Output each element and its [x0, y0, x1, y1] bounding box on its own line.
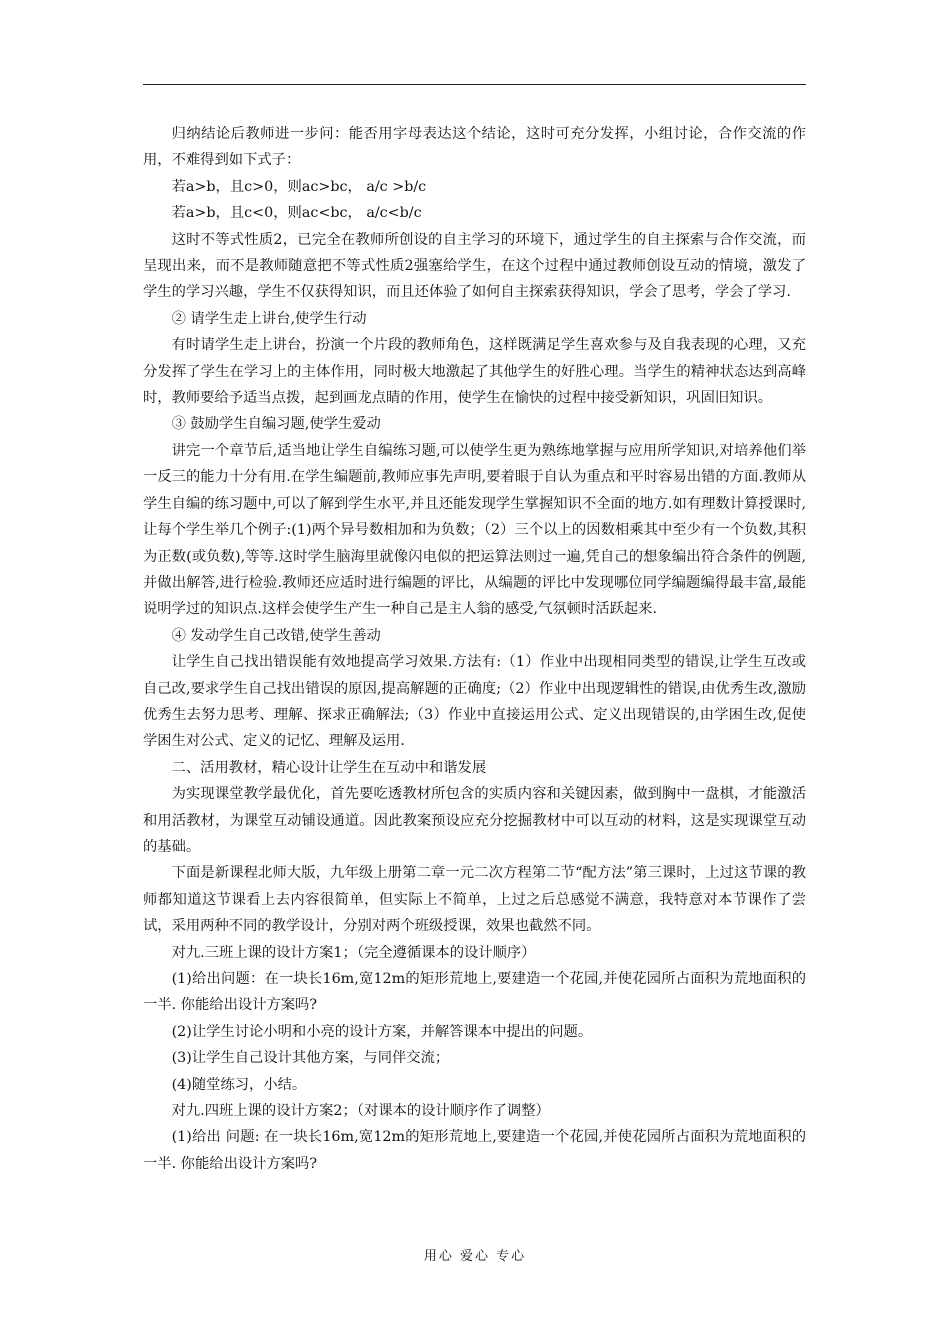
plan-step: (4)随堂练习，小结。	[171, 1076, 307, 1093]
paragraph: 让学生自己找出错误能有效地提高学习效果.方法有:（1）作业中出现相同类型的错误,让学生互改或自己改,要求学生自己找出错误的原因,提高解题的正确度;（2）作业中出现逻辑性的错误,由优秀生改,激励优秀生去努力思考、理解、探求正确解法;（3）作业中直接运用公式、定义出现错误的,由学困生改,促使学困生对公式、定义的记忆、理解及运用.	[143, 654, 806, 750]
paragraph: 归纳结论后教师进一步问：能否用字母表达这个结论，这时可充分发挥，小组讨论，合作交流的作用，不难得到如下式子：	[143, 126, 806, 169]
paragraph: 讲完一个章节后,适当地让学生自编练习题,可以使学生更为熟练地掌握与应用所学知识,对培养他们举一反三的能力十分有用.在学生编题前,教师应事先声明,要着眼于自认为重点和平时容易出错的方面.教师从学生自编的练习题中,可以了解到学生水平,并且还能发现学生掌握知识不全面的地方.如有理数计算授课时,让每个学生举几个例子:(1)两个异号数相加和为负数；（2）三个以上的因数相乘其中至少有一个负数,其积为正数(或负数),等等.这时学生脑海里就像闪电似的把运算法则过一遍,凭自己的想象编出符合条件的例题,并做出解答,进行检验.教师还应适时进行编题的评比，从编题的评比中发现哪位同学编题编得最丰富,最能说明学过的知识点.这样会使学生产生一种自己是主人翁的感受,气氛顿时活跃起来.	[143, 442, 806, 618]
section-heading: ③ 鼓励学生自编习题,使学生爱动	[171, 416, 381, 433]
section-heading: ④ 发动学生自己改错,使学生善动	[171, 627, 381, 644]
plan-heading: 对九.四班上课的设计方案2；（对课本的设计顺序作了调整）	[171, 1103, 550, 1120]
header-rule	[143, 84, 806, 85]
paragraph: 为实现课堂教学最优化，首先要吃透教材所包含的实质内容和关键因素，做到胸中一盘棋，才能激活和用活教材，为课堂互动铺设通道。因此教案预设应充分挖掘教材中可以互动的材料，这是实现课堂互动的基础。	[143, 786, 806, 855]
plan-step: (1)给出问题：在一块长16m,宽12m的矩形荒地上,要建造一个花园,并使花园所占面积为荒地面积的一半. 你能给出设计方案吗?	[143, 971, 806, 1014]
page-footer: 用心 爱心 专心	[423, 1249, 527, 1264]
paragraph: 这时不等式性质2，已完全在教师所创设的自主学习的环境下，通过学生的自主探索与合作交流，而呈现出来，而不是教师随意把不等式性质2强塞给学生，在这个过程中通过教师创设互动的情境，激发了学生的学习兴趣，学生不仅获得知识，而且还体验了如何自主探索获得知识，学会了思考，学会了学习.	[143, 231, 806, 301]
plan-heading: 对九.三班上课的设计方案1；（完全遵循课本的设计顺序）	[171, 944, 536, 961]
inequality-line: 若a>b，且c<0，则ac<bc， a/c<b/c	[171, 205, 422, 222]
paragraph: 下面是新课程北师大版，九年级上册第二章一元二次方程第二节“配方法”第三课时，上过这节课的教师都知道这节课看上去内容很简单，但实际上不简单，上过之后总感觉不满意，我特意对本节课作了尝试，采用两种不同的教学设计，分别对两个班级授课，效果也截然不同。	[143, 865, 806, 935]
plan-step: (1)给出 问题: 在一块长16m,宽12m的矩形荒地上,要建造一个花园,并使花园所占面积为荒地面积的一半. 你能给出设计方案吗?	[143, 1129, 806, 1172]
section-heading: ② 请学生走上讲台,使学生行动	[171, 310, 367, 327]
section-heading: 二、活用教材，精心设计让学生在互动中和谐发展	[171, 759, 487, 776]
document-body	[143, 121, 806, 1177]
paragraph: 有时请学生走上讲台，扮演一个片段的教师角色，这样既满足学生喜欢参与及自我表现的心理，又充分发挥了学生在学习上的主体作用，同时极大地激起了其他学生的好胜心理。当学生的精神状态达到高峰时，教师要给予适当点拨，起到画龙点睛的作用，使学生在愉快的过程中接受新知识，巩固旧知识。	[143, 337, 806, 407]
plan-step: (2)让学生讨论小明和小亮的设计方案，并解答课本中提出的问题。	[171, 1023, 593, 1040]
inequality-line: 若a>b，且c>0，则ac>bc， a/c >b/c	[171, 178, 427, 195]
plan-step: (3)让学生自己设计其他方案，与同伴交流；	[171, 1050, 450, 1067]
